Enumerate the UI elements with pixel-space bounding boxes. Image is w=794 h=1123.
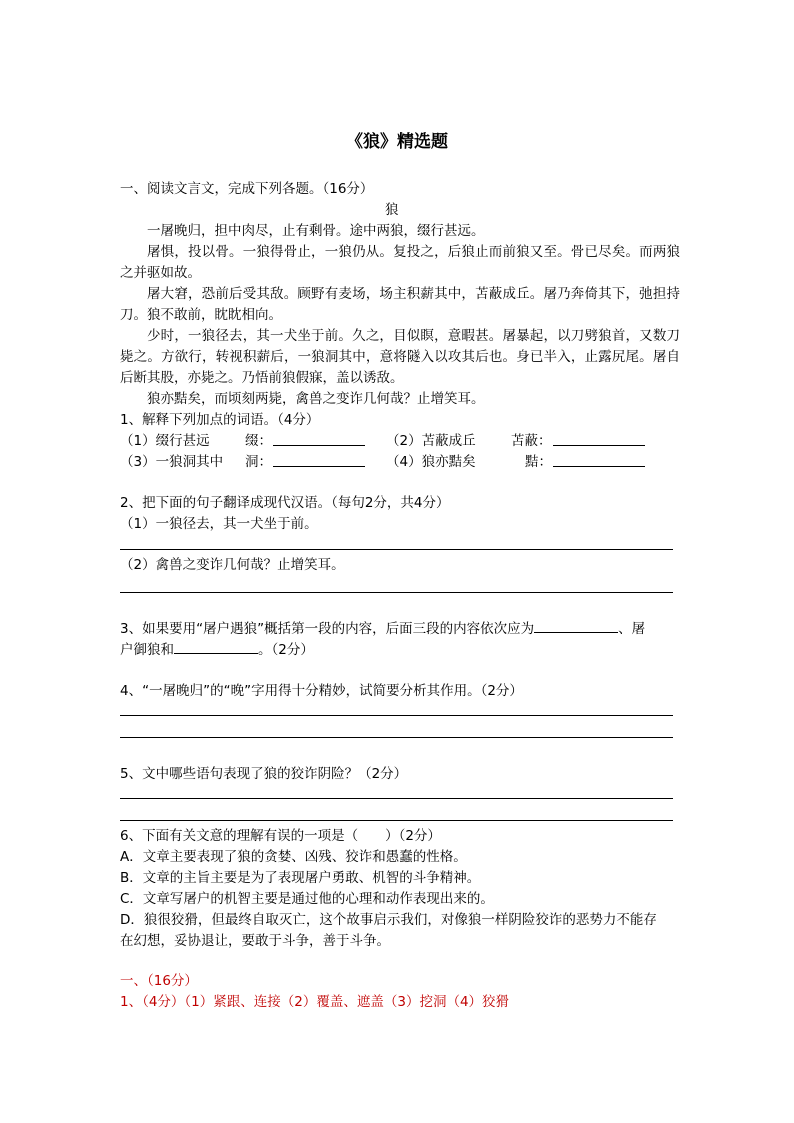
q1-item-4-answer-blank[interactable] xyxy=(553,452,645,467)
section-heading: 一、阅读文言文，完成下列各题。（16分） xyxy=(120,181,374,197)
q2-answer-line-2[interactable] xyxy=(120,592,673,593)
q2-answer-line-1[interactable] xyxy=(120,549,673,550)
q1-item-4-phrase: （4）狼亦黠矣 xyxy=(386,454,476,470)
q1-item-1-word: 缀： xyxy=(245,433,272,449)
q2-sentence-1: （1）一狼径去，其一犬坐于前。 xyxy=(120,516,318,532)
q3-text-a: 3、如果要用“屠户遇狼”概括第一段的内容，后面三段的内容依次应为 xyxy=(120,621,535,637)
passage-paragraph-2: 屠惧，投以骨。一狼得骨止，一狼仍从。复投之，后狼止而前狼又至。骨已尽矣。而两狼之并驱如故。 xyxy=(120,244,680,281)
question-2-stem: 2、把下面的句子翻译成现代汉语。（每句2分，共4分） xyxy=(120,495,450,511)
answer-line-1: 1、（4分）（1）紧跟、连接（2）覆盖、遮盖（3）挖洞（4）狡猾 xyxy=(120,994,510,1010)
q1-item-2-word: 苫蔽： xyxy=(511,433,552,449)
question-3-line-2 xyxy=(120,639,314,661)
q1-item-1-answer-blank[interactable] xyxy=(273,431,365,446)
q6-option-d: D．狼很狡猾，但最终自取灭亡，这个故事启示我们，对像狼一样阴险狡诈的恶势力不能存在幻想，妥协退让，要敢于斗争，善于斗争。 xyxy=(120,912,657,949)
question-4-stem: 4、“一屠晚归”的“晚”字用得十分精妙，试简要分析其作用。（2分） xyxy=(120,683,523,699)
q1-item-3-answer-blank[interactable] xyxy=(273,452,365,467)
q3-text-b: 、屠 xyxy=(618,621,646,637)
passage-paragraph-4: 少时，一狼径去，其一犬坐于前。久之，目似瞑，意暇甚。屠暴起，以刀劈狼首，又数刀毙之。方欲行，转视积薪后，一狼洞其中，意将隧入以攻其后也。身已半入，止露尻尾。屠自后断其股，亦毙之。乃悟前狼假寐，盖以诱敌。 xyxy=(120,328,680,386)
q1-item-2-phrase: （2）苫蔽成丘 xyxy=(386,433,476,449)
passage-paragraph-3: 屠大窘，恐前后受其敌。顾野有麦场，场主积薪其中，苫蔽成丘。屠乃奔倚其下，弛担持刀。狼不敢前，眈眈相向。 xyxy=(120,286,680,323)
q5-answer-line-2[interactable] xyxy=(120,820,673,821)
q3-text-d: 。（2分） xyxy=(258,642,314,658)
q1-item-1-phrase: （1）缀行甚远 xyxy=(120,433,210,449)
q2-sentence-2: （2）禽兽之变诈几何哉？止增笑耳。 xyxy=(120,557,345,573)
q3-text-c: 户御狼和 xyxy=(120,642,174,658)
q6-option-b: B．文章的主旨主要是为了表现屠户勇敢、机智的斗争精神。 xyxy=(120,870,481,886)
q3-answer-blank-1[interactable] xyxy=(534,618,618,633)
q1-item-3-word: 洞： xyxy=(245,454,272,470)
q5-answer-line-1[interactable] xyxy=(120,798,673,799)
page-title: 《狼》精选题 xyxy=(346,132,448,152)
q3-answer-blank-2[interactable] xyxy=(174,639,258,654)
question-1-stem: 1、解释下列加点的词语。（4分） xyxy=(120,412,320,428)
passage-paragraph-5: 狼亦黠矣，而顷刻两毙，禽兽之变诈几何哉？止增笑耳。 xyxy=(147,391,485,407)
q4-answer-line-1[interactable] xyxy=(120,715,673,716)
q4-answer-line-2[interactable] xyxy=(120,737,673,738)
q6-option-c: C．文章写屠户的机智主要是通过他的心理和动作表现出来的。 xyxy=(120,891,494,907)
q6-option-a: A．文章主要表现了狼的贪婪、凶残、狡诈和愚蠢的性格。 xyxy=(120,849,467,865)
question-6-stem: 6、下面有关文意的理解有误的一项是（ ）（2分） xyxy=(120,828,441,844)
question-5-stem: 5、文中哪些语句表现了狼的狡诈阴险？（2分） xyxy=(120,766,408,782)
q1-item-4-word: 黠： xyxy=(525,454,552,470)
q1-item-3-phrase: （3）一狼洞其中 xyxy=(120,454,224,470)
passage-paragraph-1: 一屠晚归，担中肉尽，止有剩骨。途中两狼，缀行甚远。 xyxy=(147,223,485,239)
answer-heading: 一、（16分） xyxy=(120,973,198,989)
question-3-line-1 xyxy=(120,618,645,640)
q1-item-2-answer-blank[interactable] xyxy=(553,431,645,446)
passage-title: 狼 xyxy=(385,202,399,218)
